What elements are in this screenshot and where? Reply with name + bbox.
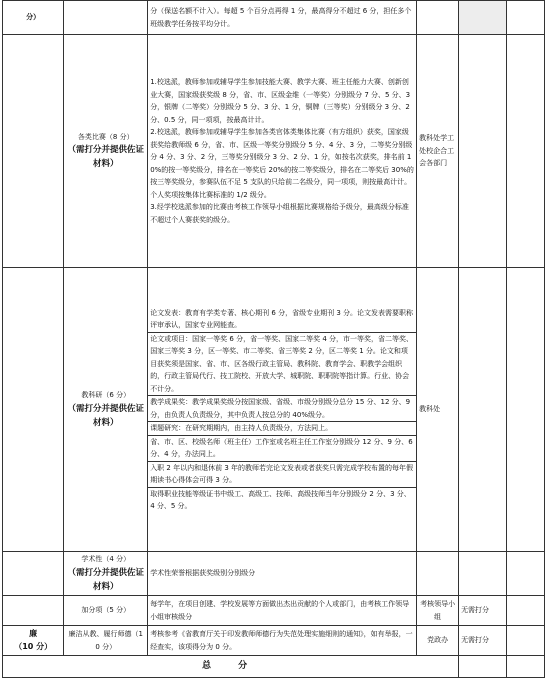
criteria-paragraph: 取得职业技能等级证书中级工、高级工、技师、高级技师当年分别级分 2 分、3 分、4 分、5 分。 bbox=[150, 489, 411, 510]
assessment-table bbox=[2, 0, 545, 678]
department-cell bbox=[417, 1, 459, 35]
item-name: 学术性（4 分） bbox=[81, 555, 131, 564]
score-cell bbox=[459, 552, 507, 596]
criteria-paragraph: 省、市、区、校级名师（班主任）工作室或名班主任工作室分别级分 12 分、9 分、6 分、4 分，办法同上。 bbox=[148, 436, 416, 462]
table-row bbox=[3, 656, 545, 678]
blank-cell bbox=[507, 552, 545, 596]
criteria-paragraph: 3.经学校选派参加的比赛由考核工作领导小组根据比赛规格给予级分，最高级分标准不超过个人赛获奖的级分。 bbox=[150, 203, 409, 224]
table-row bbox=[3, 268, 545, 552]
table-row bbox=[3, 552, 545, 596]
category-cell bbox=[3, 596, 64, 626]
category-cell: 分） bbox=[3, 1, 64, 35]
criteria-paragraph: 课题研究：在研究期期内，由主持人负责级分，方法同上。 bbox=[148, 422, 416, 436]
blank-cell bbox=[507, 626, 545, 656]
criteria-paragraph: 教学成果奖：教学成果奖级分按国家级、省级、市级分别级分总分 15 分、12 分、9 分，由负责人负责级分，其中负责人按总分的 40%级分。 bbox=[148, 396, 416, 422]
category-cell bbox=[3, 268, 64, 552]
criteria-text: 考核参考《省教育厅关于印发教师师德行为失范处理实施细则的通知》，如有举报，一经查实，该项得分为 0 分。 bbox=[148, 626, 417, 656]
blank-cell bbox=[507, 1, 545, 35]
item-name: 各类比赛（8 分） bbox=[77, 132, 134, 141]
total-label: 总 分 bbox=[3, 656, 459, 678]
criteria-text: 学术性荣誉根据获奖级别分别级分 bbox=[148, 552, 417, 596]
item-cell bbox=[64, 268, 148, 552]
criteria-cell bbox=[148, 35, 417, 268]
blank-cell bbox=[507, 268, 545, 552]
item-name: 加分项（5 分） bbox=[64, 596, 148, 626]
category-name: 廉 bbox=[29, 629, 38, 638]
department-cell: 教科处 bbox=[417, 268, 459, 552]
criteria-paragraph: 1.校选派，教师参加或辅导学生参加技能大赛、教学大赛、班主任能力大赛、创新创业大赛，国家级获奖级 8 分，省、市、区级金维（一等奖）分别级分 7 分、5 分、3 分，银牌（二等奖）分别级分 5 分、3 分、1 分，铜牌（三等奖）分别级分 3 分、2 分、0.5 分，同一项项，按最高计计。 bbox=[150, 78, 411, 124]
criteria-text: 每学年，在项目创建、学校发展等方面做出杰出贡献的个人或部门，由考核工作领导小组审核级分 bbox=[148, 596, 417, 626]
item-note: （需打分并提供佐证材料） bbox=[67, 567, 145, 592]
item-cell bbox=[64, 35, 148, 268]
department-cell bbox=[417, 552, 459, 596]
item-name: 廉洁从教、履行师德（10 分） bbox=[64, 626, 148, 656]
item-cell bbox=[64, 1, 148, 35]
table-row bbox=[3, 35, 545, 268]
criteria-paragraph: 2.校选派，教师参加或辅导学生参加各类官体类集体比赛（有方组织）获奖，国家级获奖给教师级 6 分，省、市、区级一等奖分别级分 5 分、4 分、3 分，二等奖分别级分 4 分、3 分、2 分，三等奖分别级分 3 分、2 分、1 分，如按名次获奖，排名前 10%的按一等奖级分，排名在一等奖后 20%的按二等奖级分，排名在二等奖后 30%的按三等奖级分，参赛队伍不足 5 支队的只给前二名级分，同一项项，则按最高计计。个人奖项按集体比赛标准的 1/2 级分。 bbox=[150, 128, 414, 199]
score-note: 无需打分 bbox=[459, 626, 507, 656]
item-note: （需打分并提供佐证材料） bbox=[67, 145, 145, 170]
total-score-cell bbox=[459, 656, 507, 678]
blank-cell bbox=[507, 35, 545, 268]
department-cell: 党政办 bbox=[417, 626, 459, 656]
item-name: 教科研（6 分） bbox=[81, 391, 131, 400]
category-cell bbox=[3, 626, 64, 656]
category-points: （10 分） bbox=[14, 641, 53, 651]
score-cell bbox=[459, 35, 507, 268]
table-row bbox=[3, 626, 545, 656]
item-note: （需打分并提供佐证材料） bbox=[67, 403, 145, 428]
department-cell: 考核领导小组 bbox=[417, 596, 459, 626]
table-row bbox=[3, 1, 545, 35]
criteria-text: 分（保送名额不计入）。每超 5 个百分点再得 1 分，最高得分不超过 6 分，担任多个班级教学任务按平均分计。 bbox=[148, 1, 417, 35]
table-row bbox=[3, 596, 545, 626]
criteria-paragraph: 入职 2 年以内和退休前 3 年的教师若完论文发表或者获奖只需完成学校布置的每年假期读书心得体会可得 3 分。 bbox=[148, 462, 416, 488]
category-cell bbox=[3, 552, 64, 596]
category-cell bbox=[3, 35, 64, 268]
criteria-paragraph: 论文发表：教育有学类专著、核心期刊 6 分，省级专业期刊 3 分。论文发表需要职称评审承认，国家专业网能查。 bbox=[148, 307, 416, 333]
criteria-paragraph: 论文或项目：国家一等奖 6 分，省一等奖、国家二等奖 4 分，市一等奖，省二等奖、国家三等奖 3 分，区一等奖、市二等奖、省三等奖 2 分，区二等奖 1 分。论文和项目获奖须是国家、省、市、区各级行政主管局、教科院、教育学会、职教学会组织的，行政主管局代行、技工院校、开放大学、城职院、职职院等指计算。行业、协会不计分。 bbox=[148, 333, 416, 397]
score-cell bbox=[459, 268, 507, 552]
blank-cell bbox=[507, 596, 545, 626]
department-cell: 教科处学工处校企合工会各部门 bbox=[417, 35, 459, 268]
score-cell bbox=[459, 1, 507, 35]
score-note: 无需打分 bbox=[459, 596, 507, 626]
item-cell bbox=[64, 552, 148, 596]
blank-cell bbox=[507, 656, 545, 678]
criteria-cell bbox=[148, 268, 417, 552]
